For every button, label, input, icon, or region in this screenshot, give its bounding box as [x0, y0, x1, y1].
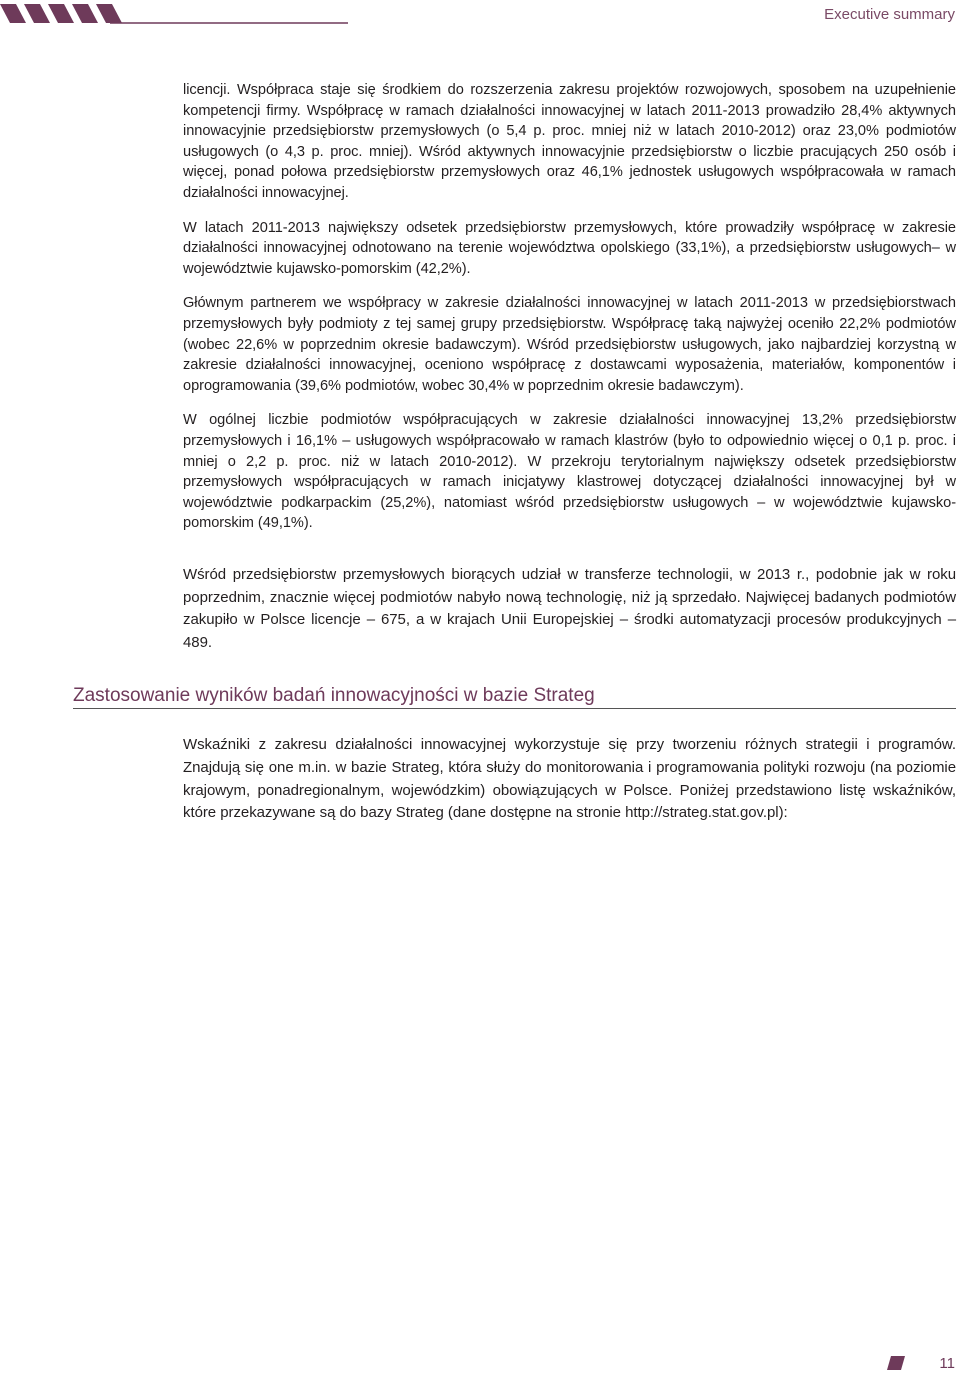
header-stripes-icon [0, 0, 350, 30]
paragraph-cooperation: licencji. Współpraca staje się środkiem do rozszerzenia zakresu projektów rozwojowych, sposobem na uzupełnienie kompetencji firmy. Współpracę w ramach działalności innowacyjnej w latach 2011-2013 prowadziło 28,4% aktywnych innowacyjnie przedsiębiorstw przemysłowych (o 5,4 p. proc. mniej niż w latach 2010-2012) oraz 23,0% podmiotów usługowych (o 4,3 p. proc. mniej). Wśród aktywnych innowacyjnie przedsiębiorstw o liczbie pracujących 250 osób i więcej, ponad połowa przedsiębiorstw przemysłowych oraz 46,1% jednostek usługowych współpracowała w ramach działalności innowacyjnej. [183, 82, 956, 201]
paragraph-clusters: W ogólnej liczbie podmiotów współpracujących w zakresie działalności innowacyjnej 13,2% przedsiębiorstw przemysłowych i 16,1% – usługowych współpracowało w ramach klastrów (było to odpowiednio więcej o 0,1 p. proc. i mniej o 2,2 p. proc. niż w latach 2010-2012). W przekroju terytorialnym największy odsetek przedsiębiorstw przemysłowych współpracujących w ramach inicjatywy klastrowej dotyczącej działalności innowacyjnej był w województwie podkarpackim (25,2%), natomiast wśród przedsiębiorstw usługowych – w województwie kujawsko-pomorskim (49,1%). [183, 412, 956, 532]
section-title: Zastosowanie wyników badań innowacyjności w bazie Strateg [73, 685, 595, 706]
paragraph-partners: Głównym partnerem we współpracy w zakresie działalności innowacyjnej w latach 2011-2013 w przedsiębiorstwach przemysłowych były podmioty z tej samej grupy przedsiębiorstw. Współpracę taką najwyżej oceniło 22,2% podmiotów (wobec 22,6% w poprzednim okresie badawczym). Wśród przedsiębiorstw usługowych, jako najbardziej korzystną w zakresie działalności innowacyjnej, oceniono współpracę z dostawcami wyposażenia, materiałów, komponentów i oprogramowania (39,6% podmiotów, wobec 30,4% w poprzednim okresie badawczym). [183, 295, 956, 394]
section-heading [73, 685, 956, 709]
paragraph-strateg: Wskaźniki z zakresu działalności innowacyjnej wykorzystuje się przy tworzeniu różnych strategii i programów. Znajdują się one m.in. w bazie Strateg, która służy do monitorowania i programowania polityki rozwoju (na poziomie krajowym, ponadregionalnym, wojewódzkim) obowiązujących w Polsce. Poniżej przedstawiono listę wskaźników, które przekazywane są do bazy Strateg (dane dostępne na stronie http://strateg.stat.gov.pl): [183, 736, 956, 822]
body-text [183, 80, 956, 669]
page-header [0, 0, 960, 30]
section-body [183, 734, 956, 839]
paragraph-regions: W latach 2011-2013 największy odsetek przedsiębiorstw przemysłowych, które prowadziły współpracę w zakresie działalności innowacyjnej odnotowano na terenie województwa opolskiego (33,1%), a przedsiębiorstw usługowych– w województwie kujawsko-pomorskim (42,2%). [183, 219, 956, 277]
footer-stripe-icon [887, 1356, 907, 1370]
paragraph-technology-transfer: Wśród przedsiębiorstw przemysłowych biorących udział w transferze technologii, w 2013 r., podobnie jak w roku poprzednim, znacznie więcej podmiotów nabyło nową technologię, niż ją sprzedało. Najwięcej badanych podmiotów zakupiło w Polsce licencje – 675, a w krajach Unii Europejskiej – środki automatyzacji procesów produkcyjnych – 489. [183, 565, 956, 652]
header-title: Executive summary [824, 6, 955, 23]
page-number: 11 [939, 1355, 955, 1372]
